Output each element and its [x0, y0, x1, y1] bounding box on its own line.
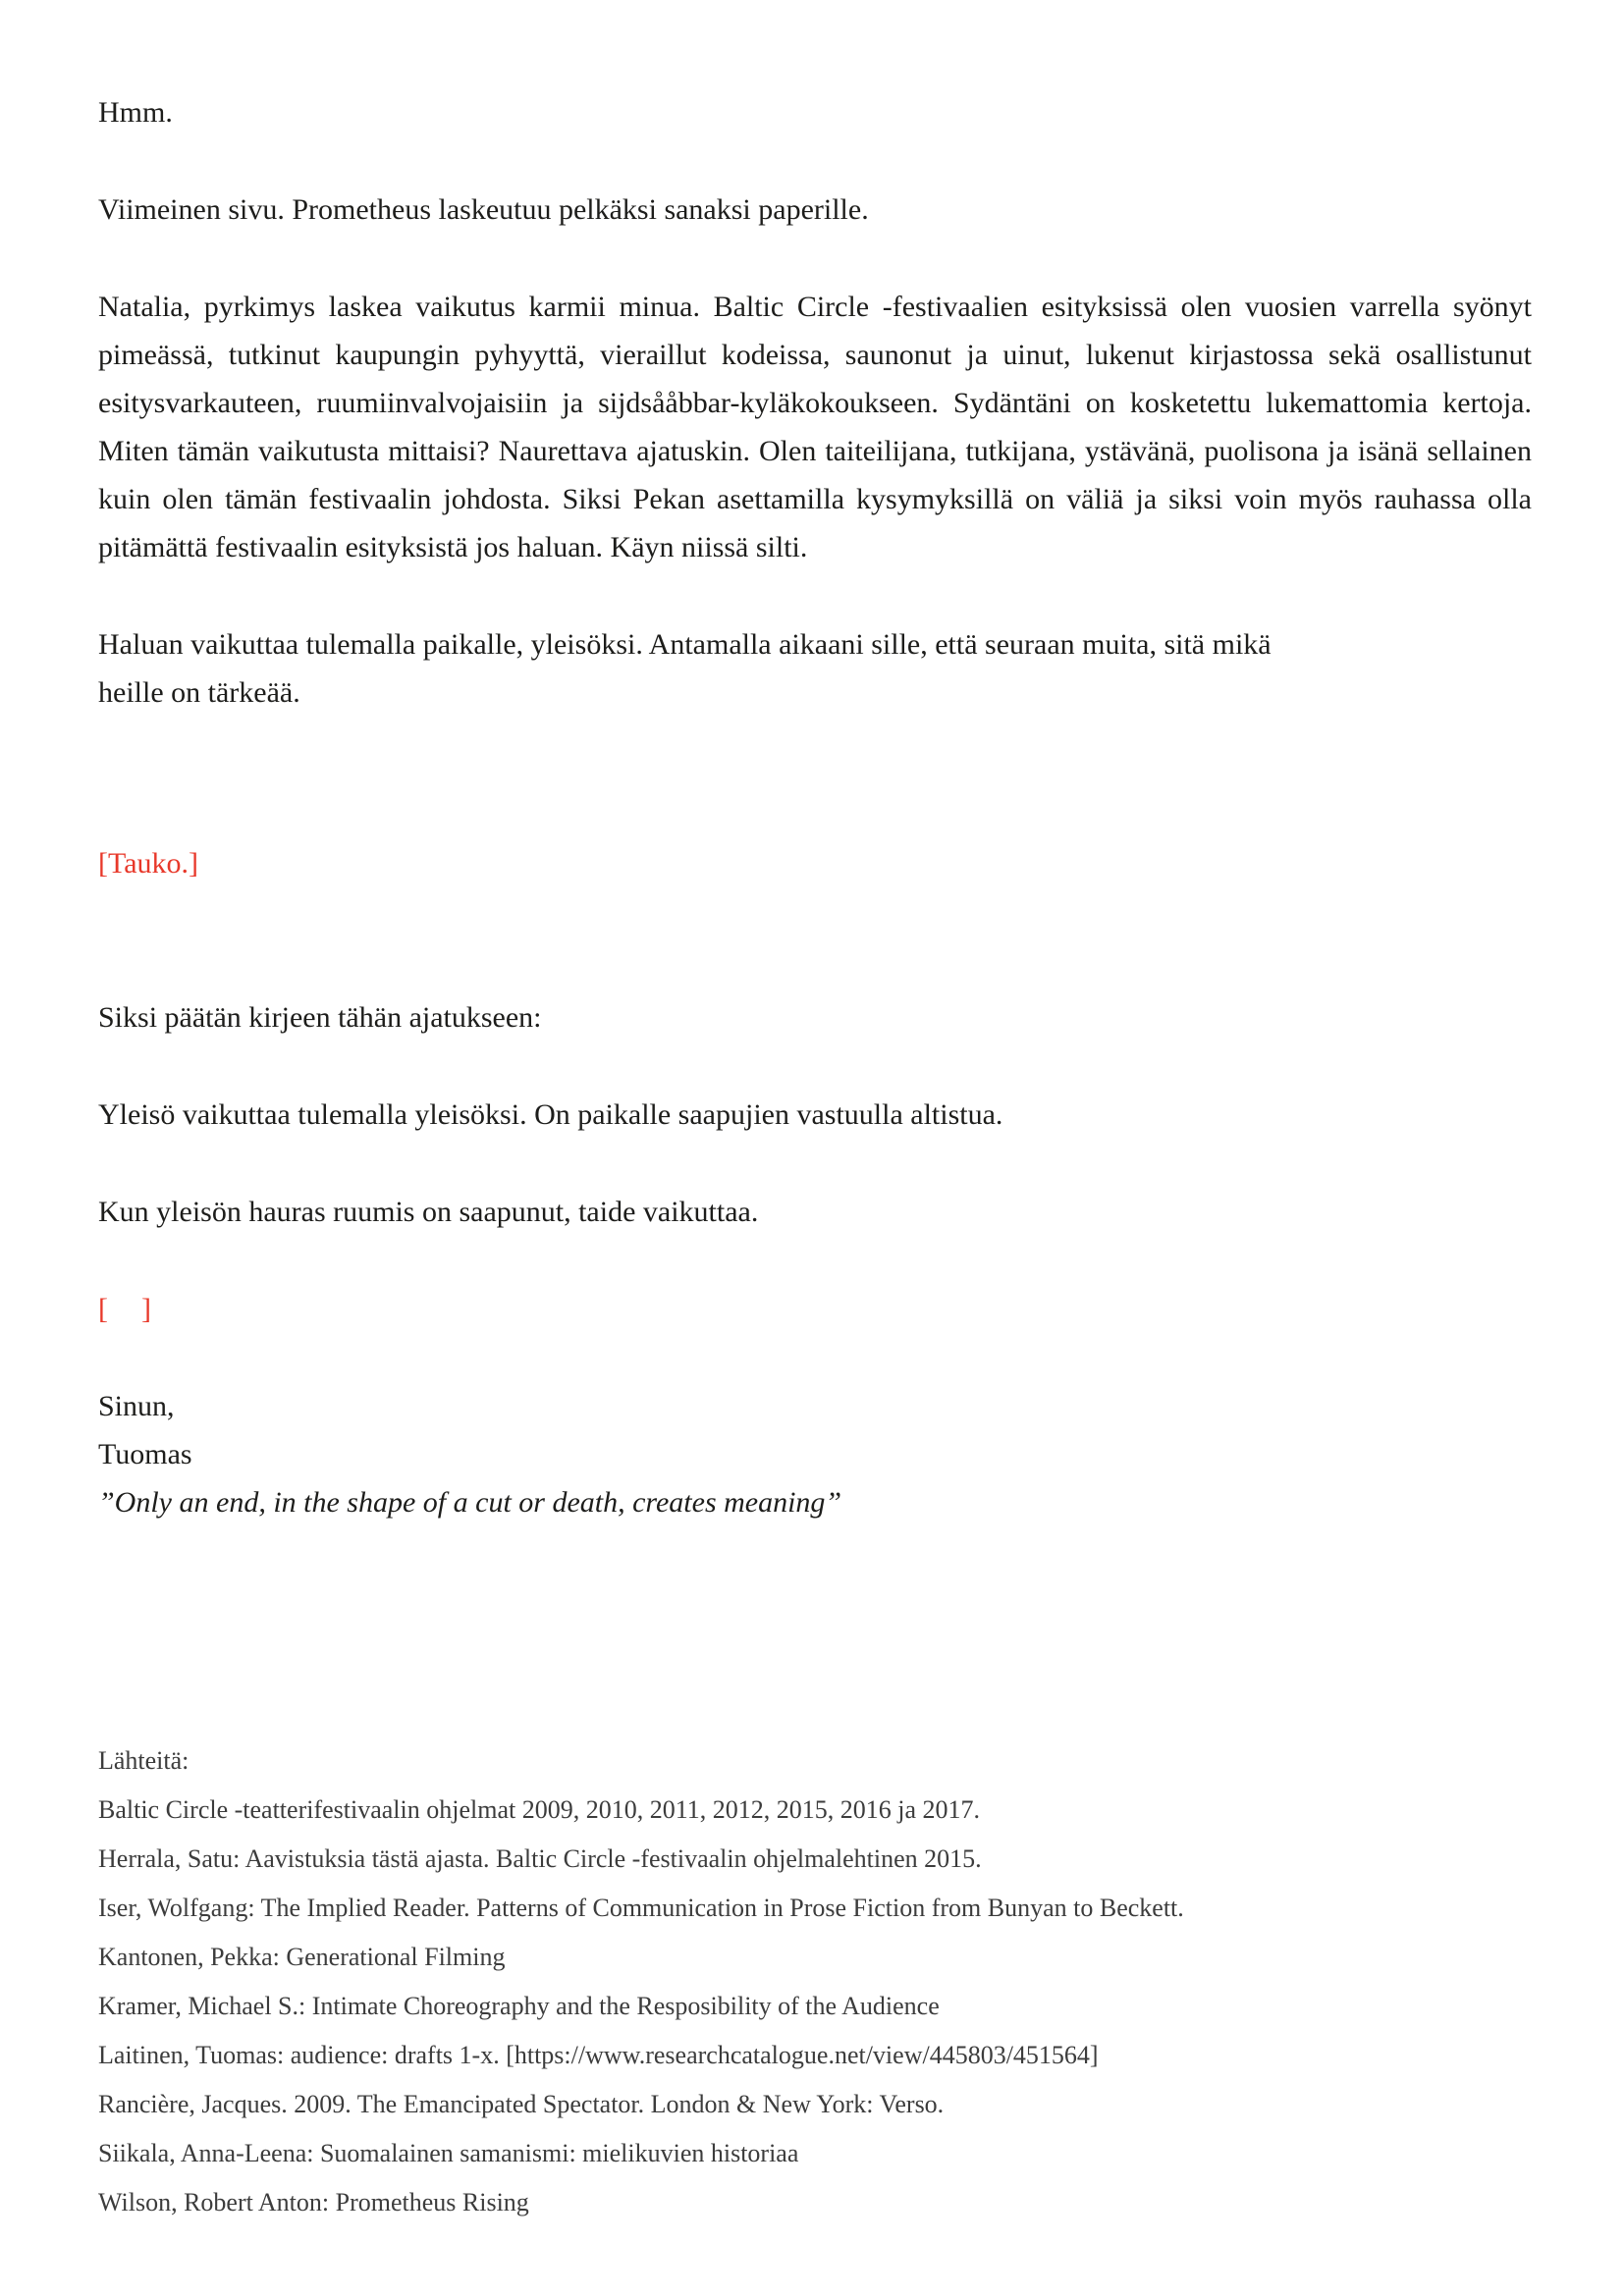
sources-heading: Lähteitä:	[98, 1746, 189, 1775]
close-bracket: ]	[141, 1293, 151, 1325]
open-bracket: [	[98, 1293, 108, 1325]
paragraph-kun: Kun yleisön hauras ruumis on saapunut, taide vaikuttaa.	[98, 1196, 759, 1228]
source-item: Kramer, Michael S.: Intimate Choreography and the Resposibility of the Audience	[98, 1992, 940, 2020]
source-item: Laitinen, Tuomas: audience: drafts 1-x. [https://www.researchcatalogue.net/view/445803/451564]	[98, 2041, 1099, 2069]
signature-name: Tuomas	[98, 1438, 192, 1470]
pause-marker: [Tauko.]	[98, 847, 199, 880]
source-item: Wilson, Robert Anton: Prometheus Rising	[98, 2188, 529, 2216]
paragraph-haluan-line-1: Haluan vaikuttaa tulemalla paikalle, yleisöksi. Antamalla aikaani sille, että seuraan muita, sitä mikä	[98, 628, 1272, 661]
source-item: Herrala, Satu: Aavistuksia tästä ajasta. Baltic Circle -festivaalin ohjelmalehtinen 2015.	[98, 1844, 982, 1873]
signature-block	[98, 1382, 1532, 1478]
source-item: Iser, Wolfgang: The Implied Reader. Patterns of Communication in Prose Fiction from Bunyan to Beckett.	[98, 1894, 1184, 1922]
paragraph-siksi: Siksi päätän kirjeen tähän ajatukseen:	[98, 1001, 542, 1034]
paragraph-hmm: Hmm.	[98, 96, 173, 129]
source-item: Kantonen, Pekka: Generational Filming	[98, 1943, 506, 1971]
paragraph-haluan	[98, 620, 1532, 717]
paragraph-natalia: Natalia, pyrkimys laskea vaikutus karmii minua. Baltic Circle -festivaalien esityksissä olen vuosien varrella syönyt pimeässä, tutkinut kaupungin pyhyyttä, vieraillut kodeissa, saunonut ja uinut, lukenut kirjastossa sekä osallistunut esitysvarkauteen, ruumiinvalvojaisiin ja sijdsååbbar-kyläkokoukseen. Sydäntäni on kosketettu lukemattomia kertoja. Miten tämän vaikutusta mittaisi? Naurettava ajatuskin. Olen taiteilijana, tutkijana, ystävänä, puolisona ja isänä sellainen kuin olen tämän festivaalin johdosta. Siksi Pekan asettamilla kysymyksillä on väliä ja siksi voin myös rauhassa olla pitämättä festivaalin esityksistä jos haluan. Käyn niissä silti.	[98, 291, 1532, 563]
source-item: Baltic Circle -teatterifestivaalin ohjelmat 2009, 2010, 2011, 2012, 2015, 2016 ja 2017.	[98, 1795, 981, 1824]
paragraph-last-page: Viimeinen sivu. Prometheus laskeutuu pelkäksi sanaksi paperille.	[98, 193, 869, 226]
paragraph-haluan-line-2: heille on tärkeää.	[98, 676, 300, 709]
source-item: Rancière, Jacques. 2009. The Emancipated Spectator. London & New York: Verso.	[98, 2090, 945, 2118]
closing-quote: ”Only an end, in the shape of a cut or death, creates meaning”	[98, 1486, 842, 1519]
source-item: Siikala, Anna-Leena: Suomalainen samanismi: mielikuvien historiaa	[98, 2139, 799, 2167]
signature-greeting: Sinun,	[98, 1390, 175, 1422]
paragraph-yleiso: Yleisö vaikuttaa tulemalla yleisöksi. On paikalle saapujien vastuulla altistua.	[98, 1098, 1003, 1131]
empty-brackets-marker	[98, 1285, 1532, 1333]
sources-section	[98, 1736, 1532, 2227]
